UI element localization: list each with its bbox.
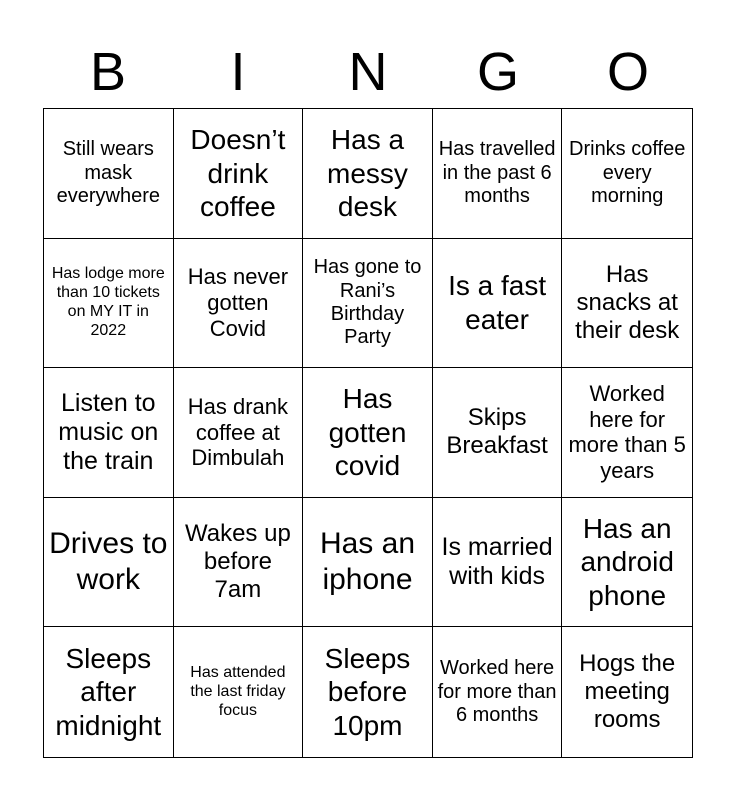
bingo-cell-r4c2[interactable]: Wakes up before 7am <box>174 498 304 628</box>
bingo-cell-r3c2[interactable]: Has drank coffee at Dimbulah <box>174 368 304 498</box>
bingo-cell-r5c2[interactable]: Has attended the last friday focus <box>174 627 304 757</box>
bingo-header <box>43 36 693 108</box>
bingo-cell-r2c2[interactable]: Has never gotten Covid <box>174 239 304 369</box>
header-letter-g: G <box>476 42 519 102</box>
header-letter-o: O <box>606 42 649 102</box>
bingo-cell-r4c3[interactable]: Has an iphone <box>303 498 433 628</box>
bingo-cell-r1c5[interactable]: Drinks coffee every morning <box>562 109 692 239</box>
bingo-cell-r2c5[interactable]: Has snacks at their desk <box>562 239 692 369</box>
bingo-cell-r3c4[interactable]: Skips Breakfast <box>433 368 563 498</box>
bingo-cell-r5c1[interactable]: Sleeps after midnight <box>44 627 174 757</box>
bingo-cell-r5c5[interactable]: Hogs the meeting rooms <box>579 650 676 734</box>
bingo-cell-r1c3[interactable]: Has a messy desk <box>303 109 433 239</box>
bingo-cell-r4c5[interactable]: Has an android phone <box>562 498 692 628</box>
bingo-cell-r5c4[interactable]: Worked here for more than 6 months <box>433 627 563 757</box>
bingo-card <box>43 108 693 758</box>
bingo-cell-r3c3[interactable]: Has gotten covid <box>303 368 433 498</box>
bingo-cell-r1c4[interactable]: Has travelled in the past 6 months <box>433 109 563 239</box>
header-letter-i: I <box>230 42 246 102</box>
bingo-cell-r3c1[interactable]: Listen to music on the train <box>44 368 174 498</box>
bingo-cell-r1c2[interactable]: Doesn’t drink coffee <box>174 109 304 239</box>
bingo-cell-r4c1[interactable]: Drives to work <box>44 498 174 628</box>
header-letter-b: B <box>89 42 127 102</box>
header-letter-n: N <box>348 42 388 102</box>
bingo-cell-r2c3[interactable]: Has gone to Rani’s Birthday Party <box>303 239 433 369</box>
bingo-cell-r1c1[interactable]: Still wears mask everywhere <box>44 109 174 239</box>
bingo-cell-r4c4[interactable]: Is married with kids <box>433 498 563 628</box>
bingo-cell-r3c5[interactable]: Worked here for more than 5 years <box>562 368 692 498</box>
bingo-cell-r2c4[interactable]: Is a fast eater <box>433 239 563 369</box>
bingo-cell-r2c1[interactable]: Has lodge more than 10 tickets on MY IT in 2022 <box>44 239 174 369</box>
bingo-cell-r5c3[interactable]: Sleeps before 10pm <box>303 627 433 757</box>
